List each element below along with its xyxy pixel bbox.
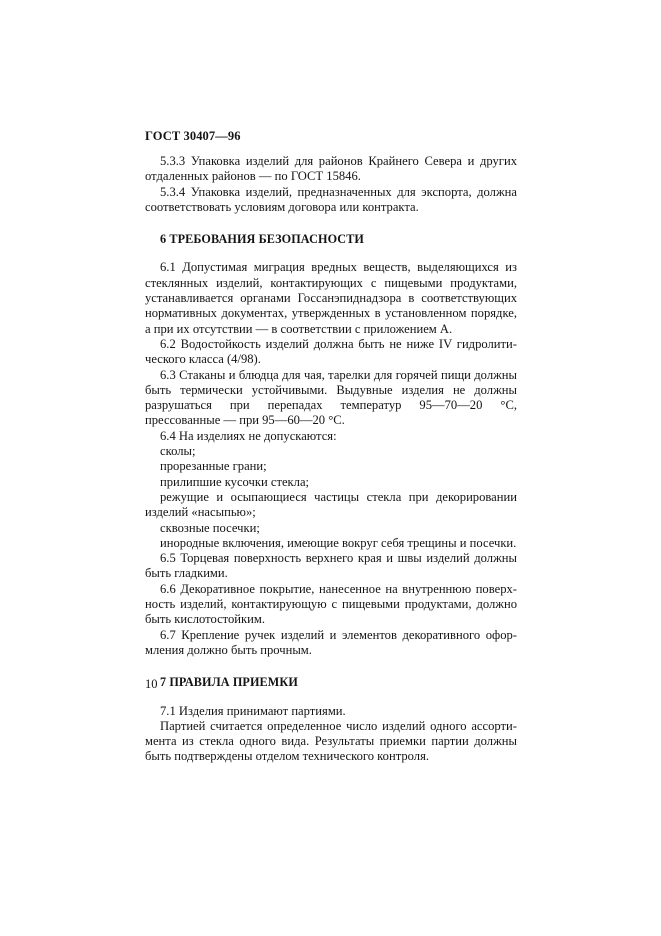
section-6-heading: 6 ТРЕБОВАНИЯ БЕЗОПАСНОСТИ: [160, 232, 365, 247]
defect-list-item: сколы;: [160, 444, 196, 459]
defect-list-item: сквозные посечки;: [160, 520, 260, 535]
paragraph-6-3: 6.3 Стаканы и блюдца для чая, тарелки для горячей пищи должны быть термически устойчивыми. Выдувные изделия не должны разрушаться при перепадах температур 95—70—20 °С, прессованные — при 95—60—20 °С.: [145, 367, 517, 428]
paragraph-5-3-3: 5.3.3 Упаковка изделий для районов Крайнего Севера и других отдаленных районов — по ГОСТ 15846.: [145, 154, 517, 184]
defect-list-item: прилипшие кусочки стекла;: [160, 474, 310, 489]
defect-list-item: инородные включения, имеющие вокруг себя трещины и посечки.: [160, 535, 517, 550]
document-header: ГОСТ 30407—96: [145, 129, 241, 143]
paragraph-6-2: 6.2 Водостойкость изделий должна быть не ниже IV гидролитического класса (4/98).: [145, 336, 517, 367]
paragraph-6-7: 6.7 Крепление ручек изделий и элементов декоративного оформления должно быть прочным.: [145, 627, 517, 657]
paragraph-7-1-continued: Партией считается определенное число изделий одного ассортимента из стекла одного вида. Результаты приемки партии должны быть подтверждены отделом технического контроля.: [145, 718, 517, 764]
page-number: 10: [145, 677, 158, 691]
paragraph-5-3-4: 5.3.4 Упаковка изделий, предназначенных для экспорта, должна соответствовать условиям договора или контракта.: [145, 184, 517, 214]
document-body: [145, 154, 517, 765]
paragraph-6-6: 6.6 Декоративное покрытие, нанесенное на внутреннюю поверхность изделий, контактирующую с пищевыми продуктами, должно быть кислотостойким.: [145, 581, 517, 627]
spacer: [145, 691, 517, 704]
paragraph-6-1: 6.1 Допустимая миграция вредных веществ, выделяющихся из стеклянных изделий, контактирующих с пищевыми продуктами, устанавливается органами Госсанэпиднадзора в соответствующих нормативных документах, утвержденных в установленном порядке, а при их отсутствии — в соответствии с приложением А.: [145, 260, 517, 336]
paragraph-6-5: 6.5 Торцевая поверхность верхнего края и швы изделий должны быть гладкими.: [145, 551, 517, 581]
defect-list-item: режущие и осыпающиеся частицы стекла при декорировании изделий «насыпью»;: [145, 489, 517, 520]
section-7-heading: 7 ПРАВИЛА ПРИЕМКИ: [160, 675, 298, 690]
spacer: [145, 215, 517, 232]
defect-list-item: прорезанные грани;: [160, 459, 267, 474]
paragraph-7-1: 7.1 Изделия принимают партиями.: [160, 703, 346, 718]
spacer: [145, 247, 517, 260]
spacer: [145, 658, 517, 675]
paragraph-6-4: 6.4 На изделиях не допускаются:: [160, 428, 337, 443]
